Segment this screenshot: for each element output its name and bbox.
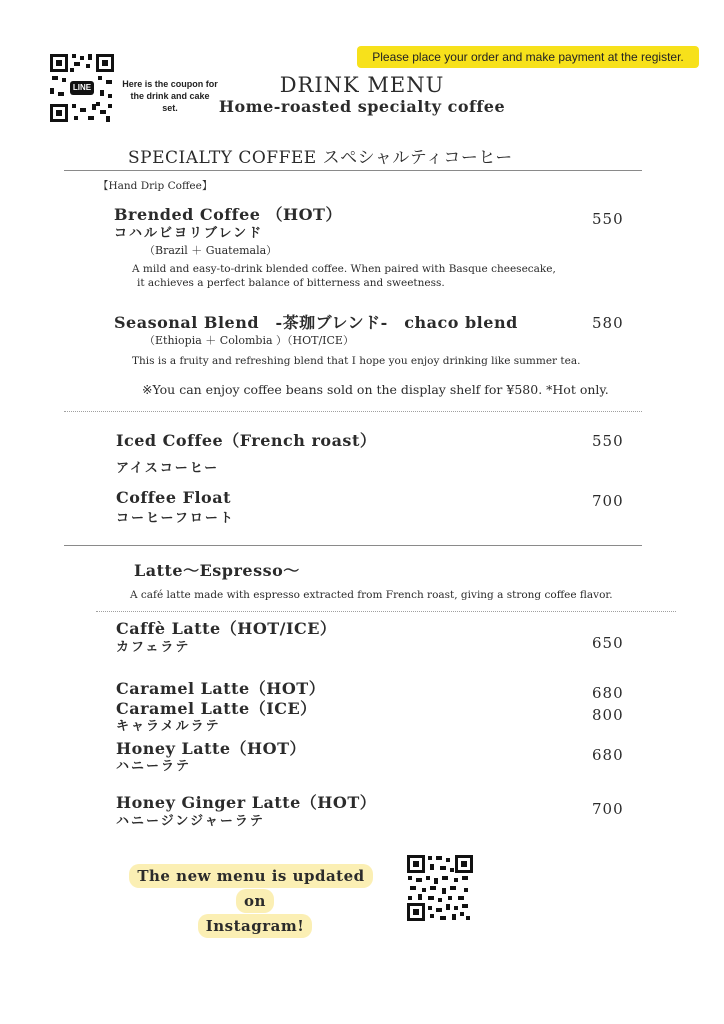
price-caramel-latte-hot: 680 [592, 684, 624, 702]
order-notice: Please place your order and make payment at the register. [357, 46, 699, 68]
beans-note: ※You can enjoy coffee beans sold on the display shelf for ¥580. *Hot only. [142, 382, 609, 397]
price-seasonal: 580 [592, 314, 624, 332]
item-jp-coffee-float: コーヒーフロート [116, 511, 235, 526]
price-iced-coffee: 550 [592, 432, 624, 450]
latte-desc: A café latte made with espresso extracted from French roast, giving a strong coffee flavor. [130, 589, 613, 601]
specialty-section-title: SPECIALTY COFFEE スペシャルティコーヒー [128, 148, 513, 168]
item-jp-honey-ginger-latte: ハニージンジャーラテ [116, 814, 265, 829]
item-desc-brended-1: A mild and easy-to-drink blended coffee. When paired with Basque cheesecake, [132, 263, 556, 275]
price-honey-latte: 680 [592, 746, 624, 764]
item-name-coffee-float: Coffee Float [116, 488, 231, 507]
item-desc-seasonal: This is a fruity and refreshing blend that I hope you enjoy drinking like summer tea. [132, 355, 581, 367]
item-name-seasonal: Seasonal Blend -茶珈ブレンド- chaco blend [114, 313, 518, 332]
item-name-caramel-latte-hot: Caramel Latte（HOT） [116, 679, 326, 698]
price-coffee-float: 700 [592, 492, 624, 510]
divider [96, 611, 676, 612]
divider [64, 545, 642, 546]
page-title: DRINK MENU [279, 73, 445, 97]
price-caffe-latte: 650 [592, 634, 624, 652]
item-name-caramel-latte-ice: Caramel Latte（ICE） [116, 699, 317, 718]
item-name-caffe-latte: Caffè Latte（HOT/ICE） [116, 619, 337, 638]
item-jp-caffe-latte: カフェラテ [116, 640, 191, 655]
item-name-honey-latte: Honey Latte（HOT） [116, 739, 307, 758]
item-jp-caramel-latte: キャラメルラテ [116, 719, 221, 734]
item-jp-honey-latte: ハニーラテ [116, 759, 192, 774]
price-caramel-latte-ice: 800 [592, 706, 624, 724]
instagram-qr-code[interactable] [406, 854, 474, 922]
instagram-note [122, 864, 388, 939]
line-qr-code[interactable] [48, 52, 116, 124]
latte-section-title: Latte～Espresso～ [134, 561, 300, 580]
item-name-brended: Brended Coffee （HOT） [114, 205, 342, 224]
price-honey-ginger-latte: 700 [592, 800, 624, 818]
item-origin-brended: （Brazil ＋ Guatemala） [144, 244, 278, 257]
coupon-text: Here is the coupon for the drink and cake set. [122, 79, 218, 113]
instagram-note-line1: The new menu is updated on [129, 864, 372, 913]
price-brended: 550 [592, 210, 624, 228]
category-label: 【Hand Drip Coffee】 [98, 180, 213, 192]
item-desc-brended-2: it achieves a perfect balance of bitterness and sweetness. [137, 277, 445, 289]
divider [64, 411, 642, 412]
instagram-note-line2: Instagram! [198, 914, 313, 938]
item-origin-seasonal: （Ethiopia ＋ Colombia ）（HOT/ICE） [144, 334, 354, 347]
item-name-honey-ginger-latte: Honey Ginger Latte（HOT） [116, 793, 377, 812]
item-jp-brended: コハルビヨリブレンド [114, 226, 264, 241]
line-label: LINE [70, 81, 94, 95]
divider [64, 170, 642, 171]
page-subtitle: Home-roasted specialty coffee [218, 97, 506, 116]
item-name-iced-coffee: Iced Coffee（French roast） [116, 431, 377, 450]
item-jp-iced-coffee: アイスコーヒー [116, 461, 220, 476]
